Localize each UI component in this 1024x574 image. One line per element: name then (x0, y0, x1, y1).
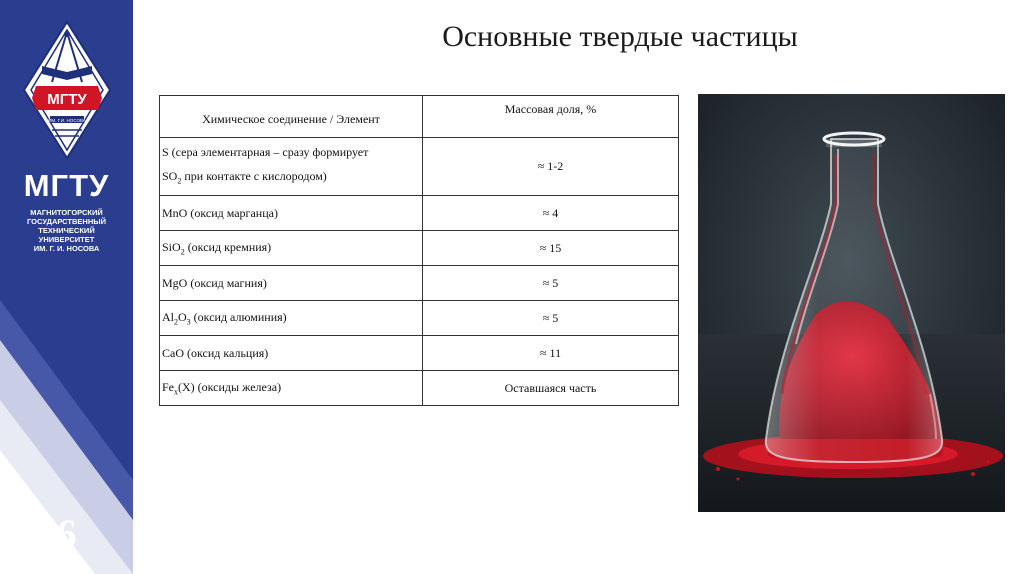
compound-cell: CaO (оксид кальция) (160, 336, 423, 371)
mass-fraction-cell: ≈ 11 (423, 336, 679, 371)
table-row (160, 196, 679, 231)
header-compound: Химическое соединение / Элемент (160, 96, 423, 138)
university-emblem (22, 20, 112, 160)
flask-photo (698, 94, 1005, 512)
brand-name: МГТУ (23, 168, 110, 203)
compound-cell: $Al_2O_3$ (оксид алюминия) (160, 301, 423, 336)
brand-line: ТЕХНИЧЕСКИЙ (38, 226, 95, 235)
emblem-subtext: ИМ. Г.И. НОСОВА (48, 118, 86, 123)
table-header-row (160, 96, 679, 138)
composition-table (159, 95, 679, 406)
table-row (160, 266, 679, 301)
brand-line: ИМ. Г. И. НОСОВА (33, 244, 100, 253)
brand-line: ГОСУДАРСТВЕННЫЙ (27, 217, 106, 226)
table-row (160, 231, 679, 266)
table-row (160, 371, 679, 406)
slide-number: 6 (56, 511, 77, 556)
mass-fraction-cell: ≈ 15 (423, 231, 679, 266)
brand-line: МАГНИТОГОРСКИЙ (30, 208, 103, 217)
mass-fraction-cell: Оставшаяся часть (423, 371, 679, 406)
compound-cell: MnO (оксид марганца) (160, 196, 423, 231)
header-mass-fraction: Массовая доля, % (423, 96, 679, 138)
table-row (160, 336, 679, 371)
brand-line: УНИВЕРСИТЕТ (38, 235, 95, 244)
mass-fraction-cell: ≈ 4 (423, 196, 679, 231)
compound-cell: MgO (оксид магния) (160, 266, 423, 301)
table-row (160, 138, 679, 196)
table-row (160, 301, 679, 336)
page-title: Основные твердые частицы (442, 20, 798, 53)
emblem-text: МГТУ (47, 91, 87, 108)
brand-subtitle (0, 208, 133, 253)
mass-fraction-cell: ≈ 5 (423, 301, 679, 336)
mass-fraction-cell: ≈ 5 (423, 266, 679, 301)
compound-cell: $Fe_x(X)$ (оксиды железа) (160, 371, 423, 406)
compound-cell: SiO$_2$ (оксид кремния) (160, 231, 423, 266)
compound-text: S (сера элементарная – сразу формирует (162, 145, 369, 159)
compound-text-line2: $SO_2$ при контакте с кислородом) (162, 169, 327, 186)
mass-fraction-cell: ≈ 1-2 (423, 138, 679, 196)
compound-cell (160, 138, 423, 196)
sidebar (0, 0, 133, 574)
